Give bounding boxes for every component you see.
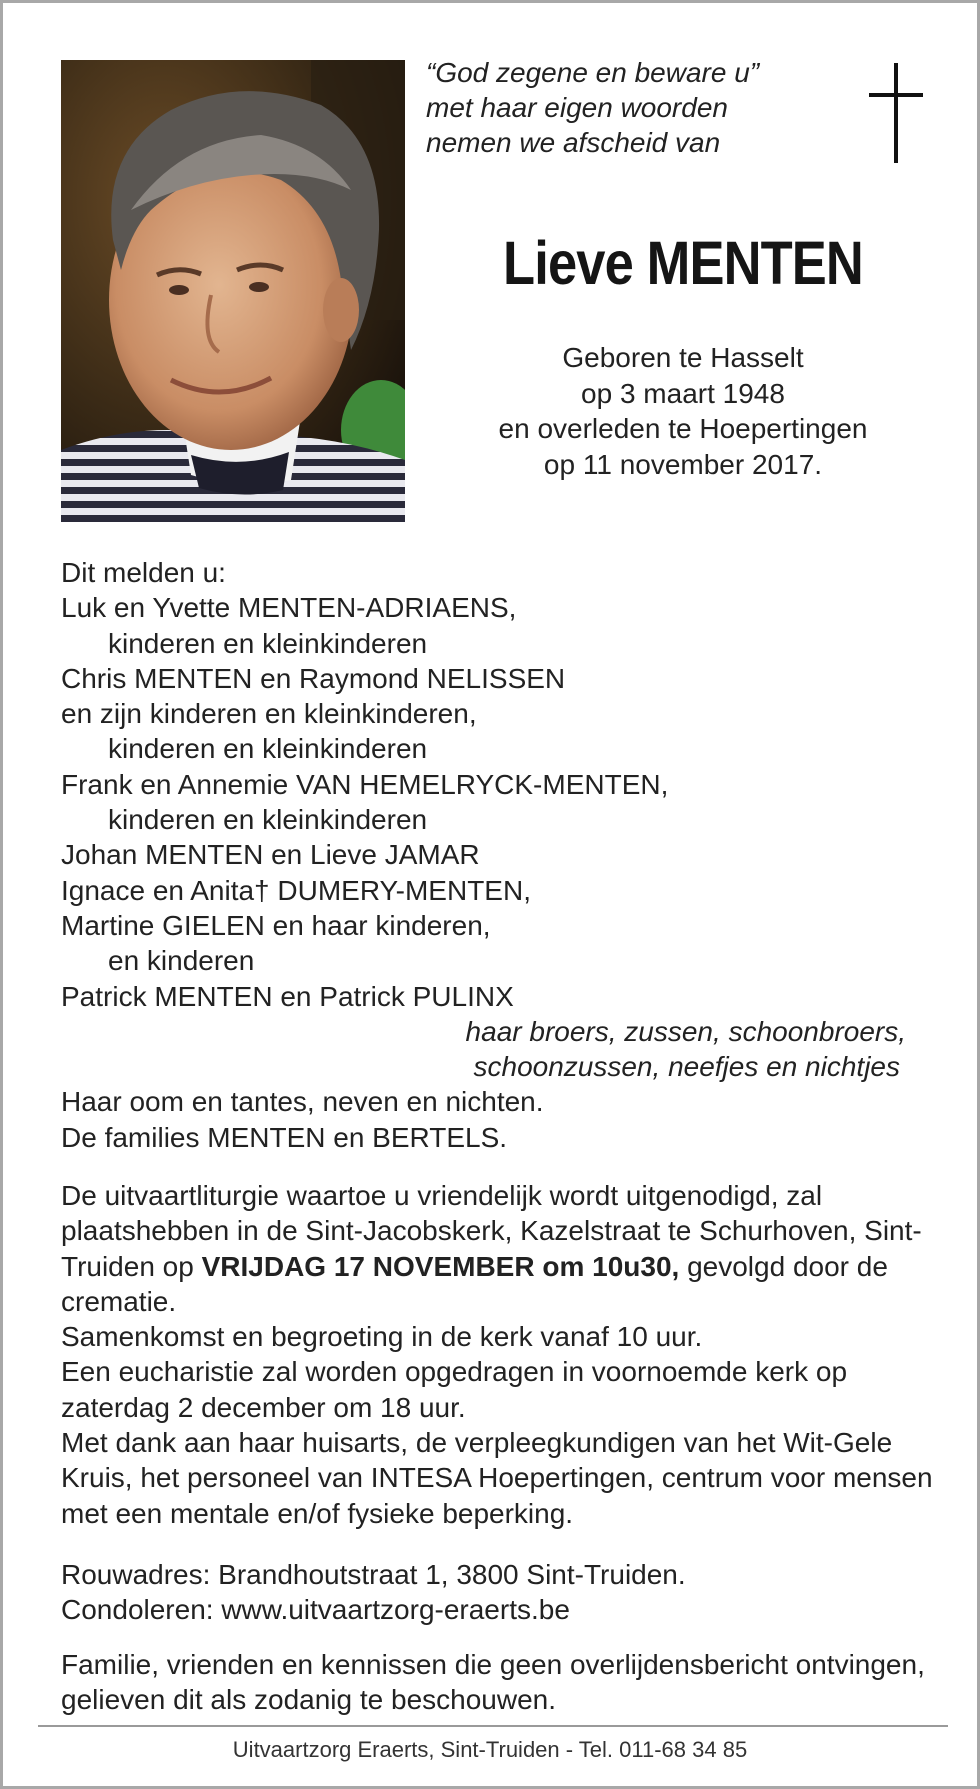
extended-family-line: De families MENTEN en BERTELS. — [61, 1121, 508, 1153]
announcement-intro: Dit melden u: — [61, 557, 226, 588]
cross-icon — [866, 63, 926, 163]
quote-line: met haar eigen woorden — [426, 92, 728, 123]
family-announcement — [61, 555, 931, 1155]
contact-info — [61, 1557, 941, 1628]
family-line: Chris MENTEN en Raymond NELISSEN — [61, 662, 566, 694]
relation-line: schoonzussen, neefjes en nichtjes — [473, 1051, 900, 1083]
family-line: Frank en Annemie VAN HEMELRYCK-MENTEN, — [61, 768, 669, 800]
family-line: kinderen en kleinkinderen — [108, 627, 428, 659]
footer-credit: Uitvaartzorg Eraerts, Sint-Truiden - Tel. 011-68 34 85 — [232, 1737, 748, 1762]
mourning-address: Rouwadres: Brandhoutstraat 1, 3800 Sint-Truiden. — [61, 1559, 686, 1590]
family-line: Luk en Yvette MENTEN-ADRIAENS, — [61, 592, 517, 624]
family-line: Patrick MENTEN en Patrick PULINX — [61, 980, 514, 1012]
extended-family-line: Haar oom en tantes, neven en nichten. — [61, 1086, 544, 1118]
meeting-info: Samenkomst en begroeting in de kerk vanaf 10 uur. — [61, 1321, 703, 1353]
birth-line: op 3 maart 1948 — [581, 377, 785, 409]
relation-line: haar broers, zussen, schoonbroers, — [465, 1015, 906, 1047]
thanks-note: Met dank aan haar huisarts, de verpleegkundigen van het Wit-Gele Kruis, het personeel van INTESA Hoepertingen, centrum voor mensen met een mentale en/of fysieke beperking. — [61, 1427, 933, 1529]
condolences-link[interactable]: Condoleren: www.uitvaartzorg-eraerts.be — [61, 1594, 570, 1626]
eucharist-info: Een eucharistie zal worden opgedragen in voornoemde kerk op zaterdag 2 december om 18 uur. — [61, 1356, 848, 1423]
death-line: en overleden te Hoepertingen — [498, 413, 868, 444]
closing-note: Familie, vrienden en kennissen die geen overlijdensbericht ontvingen, gelieven dit als zodanig te beschouwen. — [61, 1649, 925, 1716]
service-paragraph — [61, 1178, 941, 1319]
deceased-name: Lieve MENTEN — [503, 229, 863, 297]
birth-line: Geboren te Hasselt — [562, 342, 804, 373]
footer-divider — [38, 1725, 948, 1727]
family-line: Johan MENTEN en Lieve JAMAR — [61, 839, 480, 871]
death-line: op 11 november 2017. — [543, 448, 823, 480]
family-line: en kinderen — [108, 945, 255, 977]
quote-line: nemen we afscheid van — [426, 127, 721, 158]
family-line: en zijn kinderen en kleinkinderen, — [61, 698, 477, 730]
portrait-photo — [61, 60, 405, 522]
service-text-end: gevolgd door de crematie. — [61, 1250, 888, 1317]
family-line: Martine GIELEN en haar kinderen, — [61, 909, 491, 941]
service-datetime: VRIJDAG 17 NOVEMBER om 10u30, — [201, 1250, 680, 1282]
opening-quote — [426, 55, 856, 160]
family-line: kinderen en kleinkinderen — [108, 733, 428, 765]
service-text: De uitvaartliturgie waartoe u vriendelijk wordt uitgenodigd, zal plaatshebben in de Sint-Jacobskerk, Kazelstraat te Schurhoven, Sint-Truiden op — [61, 1180, 922, 1282]
quote-line: “God zegene en beware u” — [426, 57, 760, 88]
funeral-service-info — [61, 1178, 941, 1531]
birth-death-details — [433, 340, 933, 482]
family-line: Ignace en Anita† DUMERY-MENTEN, — [61, 874, 531, 906]
family-line: kinderen en kleinkinderen — [108, 804, 428, 836]
